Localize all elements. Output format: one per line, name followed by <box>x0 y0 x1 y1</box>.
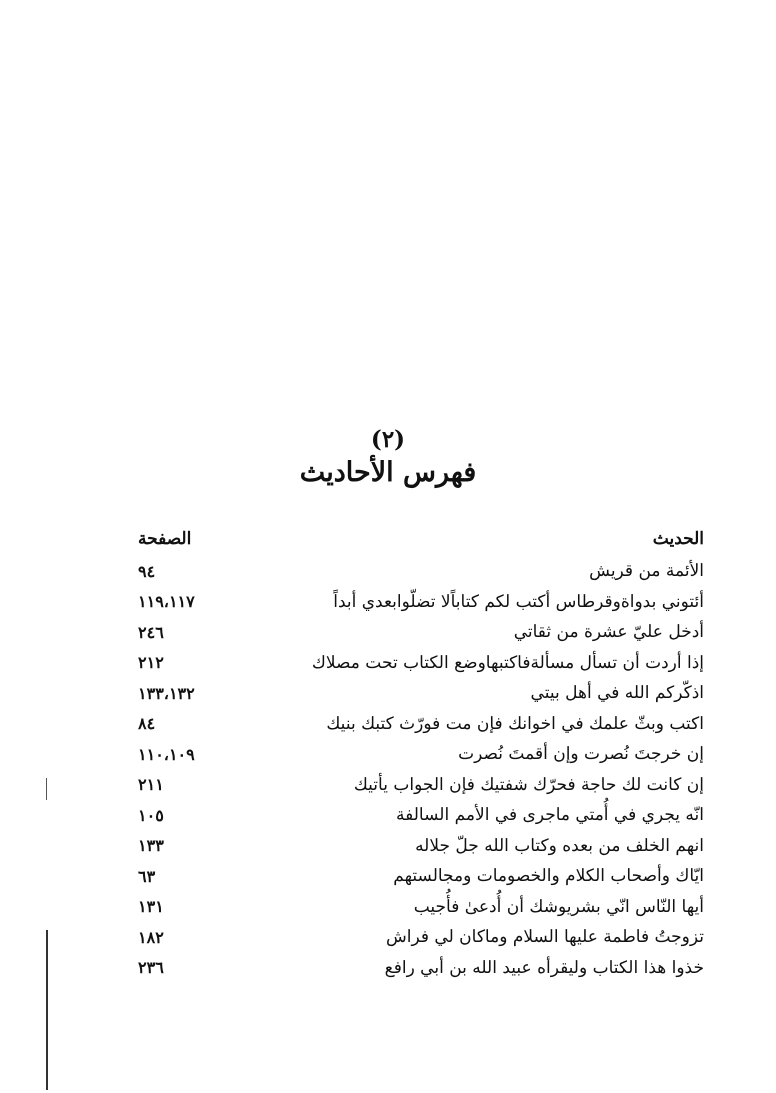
table-header-row <box>138 522 704 556</box>
hadith-text: ايّاك وأصحاب الكلام والخصومات ومجالستهم <box>393 866 704 887</box>
hadith-text: اكتب وبثّ علمك في اخوانك فإن مت فورّث كتبك بنيك <box>326 713 704 734</box>
hadith-text: أدخل عليّ عشرة من ثقاتي <box>513 622 704 643</box>
table-row <box>138 739 704 770</box>
table-row <box>138 770 704 801</box>
table-row <box>138 831 704 862</box>
table-row <box>138 892 704 923</box>
hadith-text: تزوجتُ فاطمة عليها السلام وماكان لي فراش <box>386 927 704 948</box>
section-title: فهرس الأحاديث <box>299 457 477 488</box>
hadith-text: أيها النّاس انّي بشريوشك أن أُدعىٰ فأُجيب <box>413 896 704 917</box>
table-row <box>138 587 704 618</box>
page-ref: ١٣٣ <box>138 836 164 856</box>
table-row <box>138 617 704 648</box>
page-ref: ١١٠،١٠٩ <box>138 744 195 764</box>
page-ref: ١١٩،١١٧ <box>138 592 195 612</box>
page-ref: ٢٣٦ <box>138 958 164 978</box>
table-row <box>138 556 704 587</box>
table-row <box>138 709 704 740</box>
page-ref: ١٨٢ <box>138 927 164 947</box>
page-ref: ٢١١ <box>138 775 164 795</box>
hadith-text: أئتوني بدواةوقرطاس أكتب لكم كتاباًلا تضلّوابعدي أبداً <box>333 591 704 612</box>
page-ref: ٢١٢ <box>138 653 164 673</box>
page-ref: ٢٤٦ <box>138 622 164 642</box>
scan-margin-mark <box>46 778 47 800</box>
page-ref: ١٣٣،١٣٢ <box>138 683 195 703</box>
table-row <box>138 648 704 679</box>
page-ref: ١٠٥ <box>138 805 164 825</box>
page-ref: ٨٤ <box>138 714 156 734</box>
hadith-index-table <box>138 522 704 983</box>
table-row <box>138 861 704 892</box>
scan-margin-line <box>46 930 48 1090</box>
hadith-text: إن خرجتَ نُصرت وإن أقمتَ نُصرت <box>458 744 704 765</box>
table-row <box>138 678 704 709</box>
hadith-text: انّه يجري في أُمتي ماجرى في الأمم السالفة <box>396 805 704 826</box>
page-ref: ١٣١ <box>138 897 164 917</box>
hadith-text: خذوا هذا الكتاب وليقرأه عبيد الله بن أبي رافع <box>384 957 704 978</box>
hadith-text: اذكّركم الله في أهل بيتي <box>530 683 704 704</box>
table-row <box>138 922 704 953</box>
page-ref: ٩٤ <box>138 561 156 581</box>
section-number: (٢) <box>370 426 406 453</box>
hadith-text: الأئمة من قريش <box>589 561 704 582</box>
table-row <box>138 953 704 984</box>
hadith-text: انهم الخلف من بعده وكتاب الله جلّ جلاله <box>415 835 704 856</box>
hadith-column-header: الحديث <box>652 529 704 549</box>
page-ref: ٦٣ <box>138 866 156 886</box>
hadith-text: إن كانت لك حاجة فحرّك شفتيك فإن الجواب يأتيك <box>353 774 704 795</box>
page-column-header: الصفحة <box>138 529 192 549</box>
table-row <box>138 800 704 831</box>
hadith-text: إذا أردت أن تسأل مسألةفاكتبهاوضع الكتاب تحت مصلاك <box>311 652 704 673</box>
